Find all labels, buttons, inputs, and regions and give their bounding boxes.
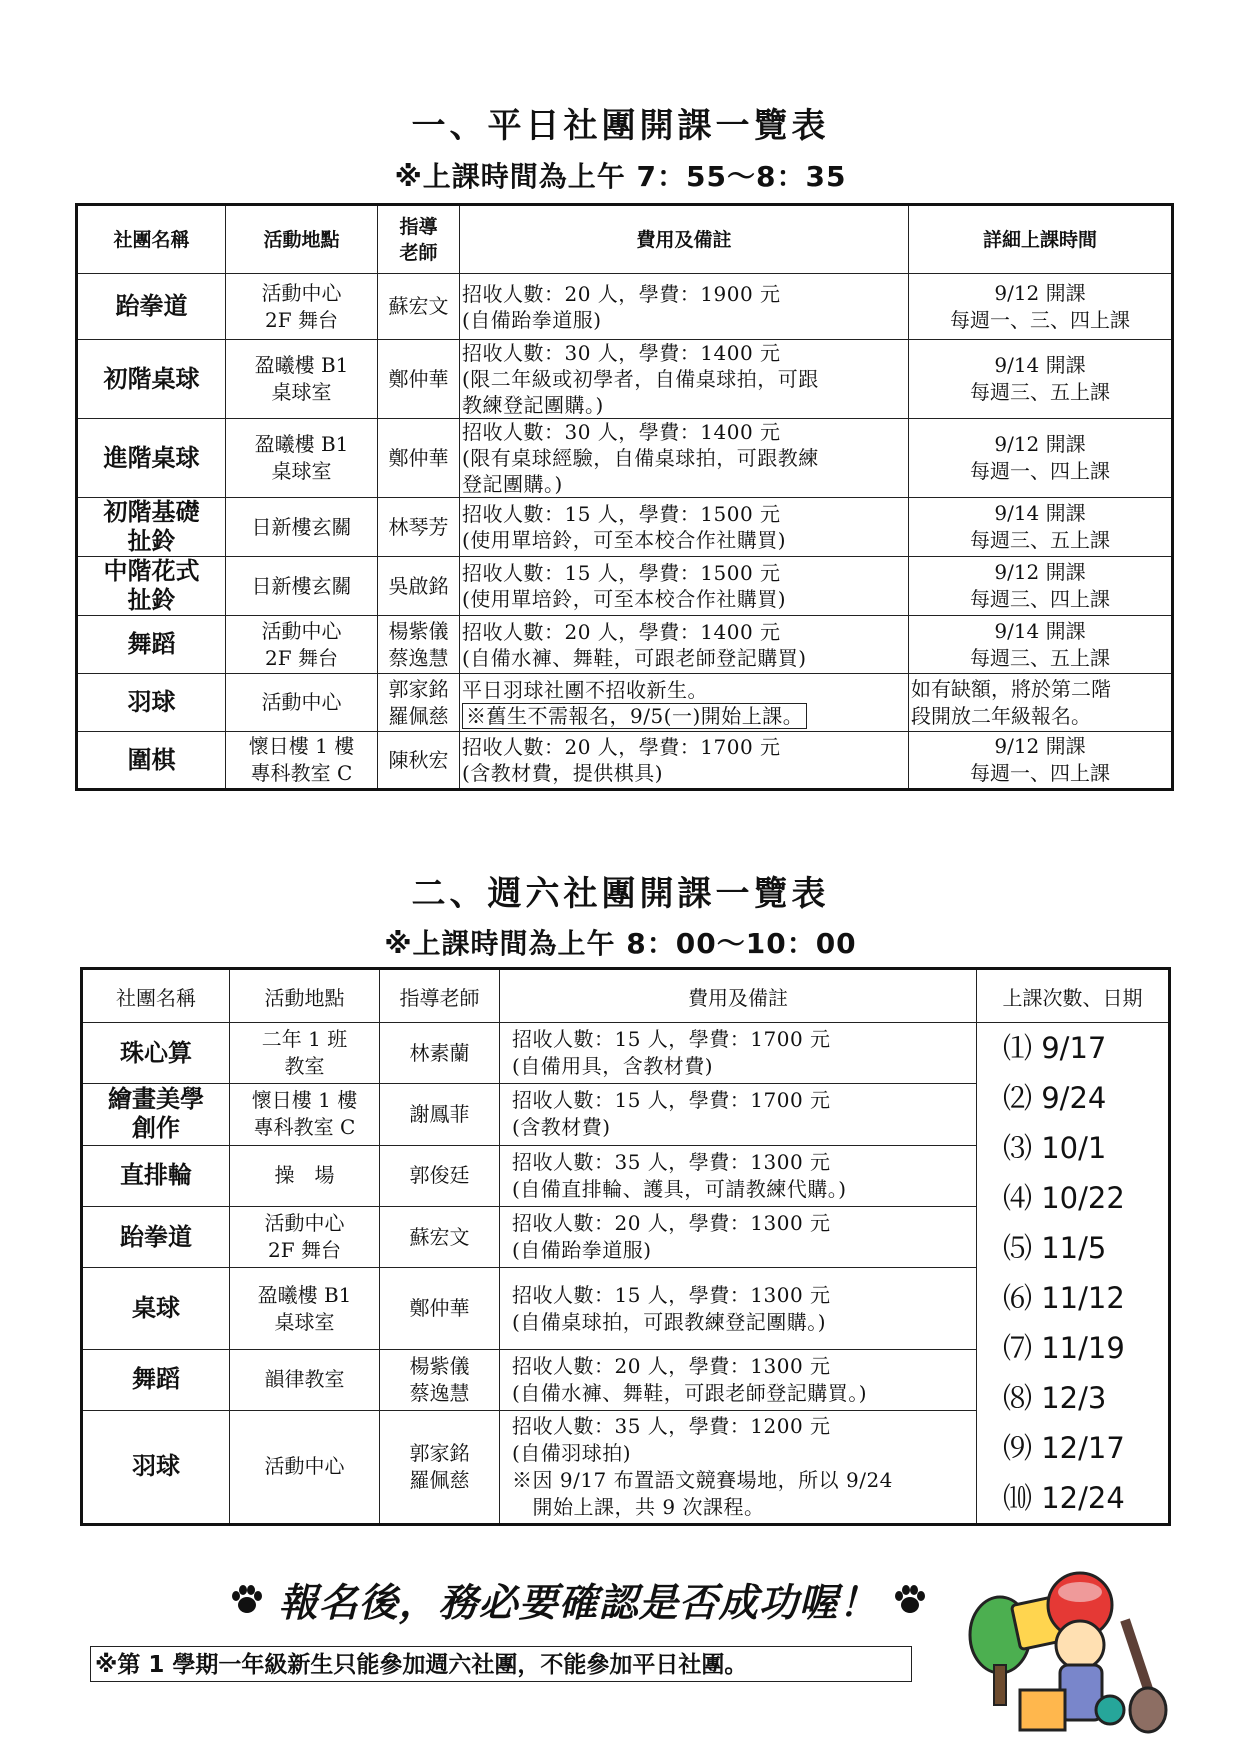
date-item: ⑶ 10/1	[1003, 1131, 1107, 1165]
saturday-title: 二、週六社團開課一覽表	[411, 874, 830, 914]
club-location: 活動中心 2F 舞台	[230, 1206, 380, 1267]
club-fee: 平日羽球社團不招收新生。 ※舊生不需報名，9/5(一)開始上課。	[460, 674, 909, 732]
saturday-subtitle: ※上課時間為上午 8：00～10：00	[384, 927, 857, 960]
club-time: 9/12 開課 每週一、四上課	[909, 419, 1173, 498]
table-row	[77, 616, 1173, 674]
class-dates	[977, 1023, 1170, 1525]
club-name: 跆拳道	[77, 274, 226, 340]
paw-icon	[230, 1581, 279, 1626]
club-time: 9/14 開課 每週三、五上課	[909, 616, 1173, 674]
table-row	[77, 419, 1173, 498]
club-location: 二年 1 班 教室	[230, 1023, 380, 1084]
club-location: 活動中心	[230, 1410, 380, 1524]
header-fee: 費用及備註	[460, 205, 909, 274]
table-row	[77, 274, 1173, 340]
table-row	[77, 498, 1173, 557]
club-teacher: 楊紫儀 蔡逸慧	[380, 1350, 500, 1410]
club-teacher: 鄭仲華	[380, 1268, 500, 1350]
club-teacher: 蘇宏文	[378, 274, 460, 340]
club-location: 盈曦樓 B1 桌球室	[226, 340, 378, 419]
club-fee: 招收人數：30 人，學費：1400 元 (限二年級或初學者，自備桌球拍，可跟 教練登記團購。)	[460, 340, 909, 419]
club-location: 活動中心 2F 舞台	[226, 274, 378, 340]
club-teacher: 郭家銘 羅佩慈	[380, 1410, 500, 1524]
table-row	[77, 340, 1173, 419]
club-name: 跆拳道	[82, 1206, 230, 1267]
header-teacher: 指導老師	[380, 969, 500, 1023]
header-club: 社團名稱	[82, 969, 230, 1023]
mascot-illustration	[960, 1560, 1175, 1750]
club-teacher: 鄭仲華	[378, 340, 460, 419]
club-teacher: 林素蘭	[380, 1023, 500, 1084]
club-fee: 招收人數：15 人，學費：1700 元 (自備用具，含教材費)	[500, 1023, 977, 1084]
header-teacher: 指導 老師	[378, 205, 460, 274]
club-name: 中階花式 扯鈴	[77, 557, 226, 616]
date-item: ⑷ 10/22	[1003, 1181, 1125, 1215]
club-location: 盈曦樓 B1 桌球室	[226, 419, 378, 498]
club-fee: 招收人數：15 人，學費：1500 元 (使用單培鈴，可至本校合作社購買)	[460, 557, 909, 616]
club-teacher: 林琴芳	[378, 498, 460, 557]
club-fee: 招收人數：30 人，學費：1400 元 (限有桌球經驗，自備桌球拍，可跟教練 登記團購。)	[460, 419, 909, 498]
club-location: 韻律教室	[230, 1350, 380, 1410]
club-name: 羽球	[82, 1410, 230, 1524]
club-fee: 招收人數：20 人，學費：1300 元 (自備水褲、舞鞋，可跟老師登記購買。)	[500, 1350, 977, 1410]
club-location: 懷日樓 1 樓 專科教室 C	[230, 1084, 380, 1145]
club-teacher: 郭俊廷	[380, 1145, 500, 1206]
club-name: 舞蹈	[77, 616, 226, 674]
paw-icon	[893, 1581, 927, 1626]
saturday-table	[80, 967, 1171, 1526]
weekday-table	[75, 203, 1174, 791]
club-location: 日新樓玄關	[226, 557, 378, 616]
club-fee: 招收人數：20 人，學費：1400 元 (自備水褲、舞鞋，可跟老師登記購買)	[460, 616, 909, 674]
club-name: 羽球	[77, 674, 226, 732]
club-teacher: 謝鳳菲	[380, 1084, 500, 1145]
header-location: 活動地點	[226, 205, 378, 274]
club-location: 日新樓玄關	[226, 498, 378, 557]
club-fee: 招收人數：35 人，學費：1300 元 (自備直排輪、護具，可請教練代購。)	[500, 1145, 977, 1206]
club-time: 9/12 開課 每週一、四上課	[909, 732, 1173, 790]
date-item: ⑵ 9/24	[1003, 1081, 1107, 1115]
club-name: 初階基礎 扯鈴	[77, 498, 226, 557]
club-name: 進階桌球	[77, 419, 226, 498]
club-time: 9/12 開課 每週三、四上課	[909, 557, 1173, 616]
table-row	[82, 1023, 1170, 1084]
club-fee: 招收人數：15 人，學費：1500 元 (使用單培鈴，可至本校合作社購買)	[460, 498, 909, 557]
weekday-title: 一、平日社團開課一覽表	[411, 106, 830, 146]
club-location: 操 場	[230, 1145, 380, 1206]
club-location: 懷日樓 1 樓 專科教室 C	[226, 732, 378, 790]
date-item: ⑹ 11/12	[1003, 1281, 1125, 1315]
header-fee: 費用及備註	[500, 969, 977, 1023]
date-item: ⑽ 12/24	[1003, 1481, 1125, 1515]
table-row	[77, 557, 1173, 616]
weekday-subtitle: ※上課時間為上午 7：55～8：35	[394, 160, 847, 193]
club-name: 繪畫美學 創作	[82, 1084, 230, 1145]
club-fee: 招收人數：15 人，學費：1300 元 (自備桌球拍，可跟教練登記團購。)	[500, 1268, 977, 1350]
date-item: ⑸ 11/5	[1003, 1231, 1107, 1265]
club-location: 盈曦樓 B1 桌球室	[230, 1268, 380, 1350]
header-club: 社團名稱	[77, 205, 226, 274]
club-teacher: 鄭仲華	[378, 419, 460, 498]
table-row	[77, 732, 1173, 790]
header-location: 活動地點	[230, 969, 380, 1023]
club-fee: 招收人數：35 人，學費：1200 元 (自備羽球拍) ※因 9/17 布置語文競賽場地，所以 9/24 開始上課，共 9 次課程。	[500, 1410, 977, 1524]
club-time: 9/14 開課 每週三、五上課	[909, 340, 1173, 419]
date-item: ⑼ 12/17	[1003, 1431, 1125, 1465]
club-name: 舞蹈	[82, 1350, 230, 1410]
club-fee: 招收人數：15 人，學費：1700 元 (含教材費)	[500, 1084, 977, 1145]
date-item: ⑺ 11/19	[1003, 1331, 1125, 1365]
date-item: ⑻ 12/3	[1003, 1381, 1107, 1415]
club-fee: 招收人數：20 人，學費：1900 元 (自備跆拳道服)	[460, 274, 909, 340]
bottom-note: ※第 1 學期一年級新生只能參加週六社團，不能參加平日社團。	[90, 1646, 912, 1682]
club-fee: 招收人數：20 人，學費：1700 元 (含教材費，提供棋具)	[460, 732, 909, 790]
club-name: 直排輪	[82, 1145, 230, 1206]
club-name: 桌球	[82, 1268, 230, 1350]
header-time: 詳細上課時間	[909, 205, 1173, 274]
notice-text: 報名後，務必要確認是否成功喔！	[278, 1581, 879, 1626]
club-teacher: 楊紫儀 蔡逸慧	[378, 616, 460, 674]
club-fee: 招收人數：20 人，學費：1300 元 (自備跆拳道服)	[500, 1206, 977, 1267]
table-row	[77, 674, 1173, 732]
club-name: 圍棋	[77, 732, 226, 790]
header-dates: 上課次數、日期	[977, 969, 1170, 1023]
notice	[230, 1572, 927, 1628]
club-time: 如有缺額，將於第二階 段開放二年級報名。	[909, 674, 1173, 732]
club-teacher: 蘇宏文	[380, 1206, 500, 1267]
club-time: 9/12 開課 每週一、三、四上課	[909, 274, 1173, 340]
club-teacher: 郭家銘 羅佩慈	[378, 674, 460, 732]
club-location: 活動中心	[226, 674, 378, 732]
date-item: ⑴ 9/17	[1003, 1031, 1107, 1065]
club-name: 初階桌球	[77, 340, 226, 419]
club-name: 珠心算	[82, 1023, 230, 1084]
club-location: 活動中心 2F 舞台	[226, 616, 378, 674]
club-teacher: 陳秋宏	[378, 732, 460, 790]
club-teacher: 吳啟銘	[378, 557, 460, 616]
club-time: 9/14 開課 每週三、五上課	[909, 498, 1173, 557]
